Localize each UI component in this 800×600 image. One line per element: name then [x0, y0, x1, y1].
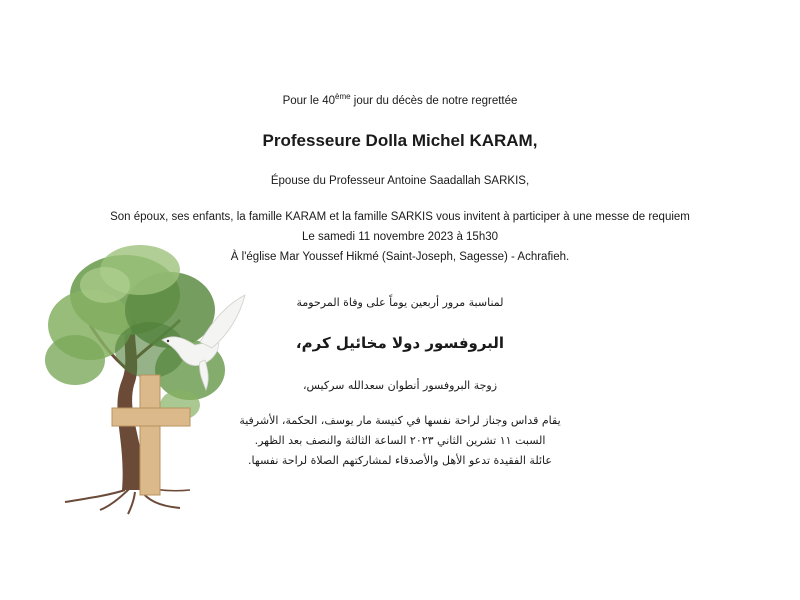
french-intro-suffix: jour du décès de notre regrettée: [350, 94, 518, 107]
tree-icon: [45, 245, 225, 514]
french-spouse-line: Épouse du Professeur Antoine Saadallah SARKIS,: [270, 175, 530, 187]
french-deceased-name: Professeure Dolla Michel KARAM,: [262, 131, 538, 150]
arabic-spouse-line: زوجة البروفسور أنطوان سعدالله سركيس،: [302, 379, 498, 392]
memorial-illustration: [30, 240, 270, 520]
arabic-line-2: السبت ١١ تشرين الثاني ٢٠٢٣ الساعة الثالثة والنصف بعد الظهر.: [254, 434, 546, 447]
arabic-deceased-name: البروفسور دولا مخائيل كرم،: [295, 334, 505, 352]
french-intro-sup: ème: [335, 92, 351, 101]
arabic-intro: لمناسبة مرور أربعين يوماً على وفاة المرحومة: [296, 296, 504, 309]
french-intro: [0, 92, 800, 107]
french-place-line: À l'église Mar Youssef Hikmé (Saint-Joseph, Sagesse) - Achrafieh.: [230, 251, 570, 263]
arabic-line-3: عائلة الفقيدة تدعو الأهل والأصدقاء لمشاركتهم الصلاة لراحة نفسها.: [248, 454, 552, 467]
french-invitation-line: Son époux, ses enfants, la famille KARAM et la famille SARKIS vous invitent à participer à une messe de requiem: [110, 211, 690, 223]
french-date-line: Le samedi 11 novembre 2023 à 15h30: [301, 231, 499, 243]
french-intro-prefix: Pour le 40: [282, 94, 335, 107]
arabic-line-1: يقام قداس وجناز لراحة نفسها في كنيسة مار يوسف، الحكمة، الأشرفية: [239, 414, 561, 427]
